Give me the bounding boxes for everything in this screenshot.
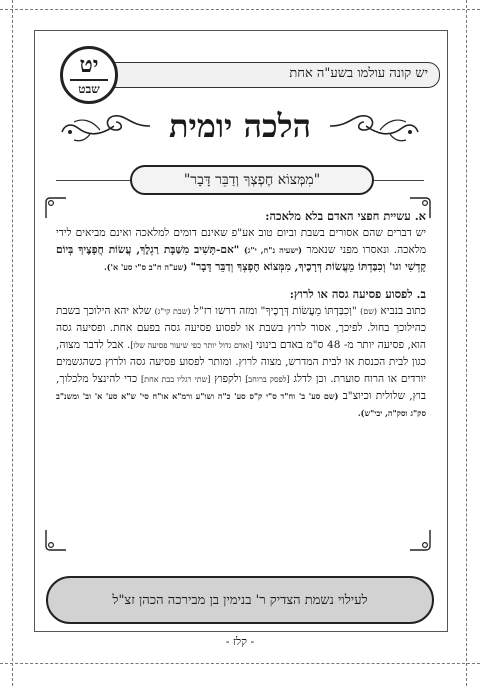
section-b-ref-shabbat: (שבת קי"ג) [154,307,191,316]
quote-text: "מִמְּצוֹא חֶפְצְךָ וְדַבֵּר דָּבָר" [183,172,321,188]
flourish-left-icon [60,106,152,146]
section-a-body [56,225,426,276]
date-month: שבט [78,82,100,96]
date-day: יט [79,52,99,78]
section-a-heading: א. עשיית חפצי האדם בלא מלאכה: [265,209,426,223]
quote-rule-right [374,180,424,181]
page-title: הלכה יומית [168,107,311,145]
cut-line-left [12,0,13,686]
header-text: יש קונה עולמו בשע"ה אחת [289,66,428,81]
section-b-body [56,303,426,422]
section-b-note-jump: [לפסק ברוחב] [245,375,290,384]
section-b-text-3: שלא יהא הילוכך בשבת כהילוכך בחול. לפיכך, אסור לרוץ בשבת או לפסוע פסיעה גסה בפעם אחת. ופסיעה גסה הוא, פסיעה יותר מ- 48 ס"מ באדם בינוני [56,305,426,351]
corner-ornament-bottom-left-icon [44,528,68,552]
section-a-ref-isaiah: (ישעיה נ"ח, י"ג) [244,245,302,255]
section-b-text-4: . אבל לדבר מצוה, כגון לבית הכנסת או לבית המדרש, מצוה לרוץ. ומותר לפסוע פסיעה גסה ולרוץ כשהגשמים יורדים או הרוח סוערת. וכן לדלג [56,339,427,385]
section-b-text-6: כדי להינצל מלכלוך, בוץ, שלולית וכיוצ"ב [56,373,426,402]
dedication-text: לעילוי נשמת הצדיק ר' בנימין בן מבירכה הכהן זצ"ל [112,593,368,608]
cut-line-bottom [0,663,480,664]
section-b-heading: ב. לפסוע פסיעה גסה או לרוץ: [289,287,426,301]
flourish-right-icon [328,106,420,146]
cut-line-right [466,0,467,686]
section-b-text-2: "וְכִבַּדְתּוֹ מֵעֲשׂוֹת דְּרָכֶיךָ" ומזה דרשו רז"ל [193,305,357,317]
section-b-ref-final: (שם סע' ב' וח"ד ס"י ק"ס סע' כ"ה ושו"ע ורמ"א או"ח סי' ש"א סע' א' וב' ומשנ"ב סק"ג וסק"ה, יבי"ש). [56,391,426,418]
section-b-text-5: ולקפוץ [214,373,242,385]
halacha-content [56,206,426,546]
cut-line-top [0,9,480,10]
corner-ornament-bottom-right-icon [408,528,432,552]
section-a-ref-source: (שע"ה ח"ב ס"י סע' א'). [103,262,188,272]
section-b-note-size: [ואדם גדול יותר כפי שיעור פסיעה שלו] [130,341,253,350]
quote-rule-left [56,180,130,181]
page-number: - קלז - [225,635,255,648]
section-b-text-1: כתוב בנביא [380,305,426,317]
section-a-text: יש דברים שהם אסורים בשבת וביום טוב אע"פ שאינם דומים למלאכה ואינם מביאים לידי מלאכה. ונאסרו מפני שנאמר [56,227,427,256]
section-b-ref-sham: (שם) [360,307,377,316]
section-a-verse: "אם-תָּשִׁיב מִשַּׁבָּת רַגְלֶךָ, עֲשׂוֹת חֲפָצֶיךָ בְּיוֹם קָדְשִׁי וגו' וְכִבַּדְתּוֹ מֵעֲשׂוֹת דְּרָכֶיךָ, מִמְּצוֹא חֶפְצְךָ וְדַבֵּר דָּבָר" [56,244,426,273]
section-b-note-legs: [שתי רגליו בבת אחת] [141,375,211,384]
